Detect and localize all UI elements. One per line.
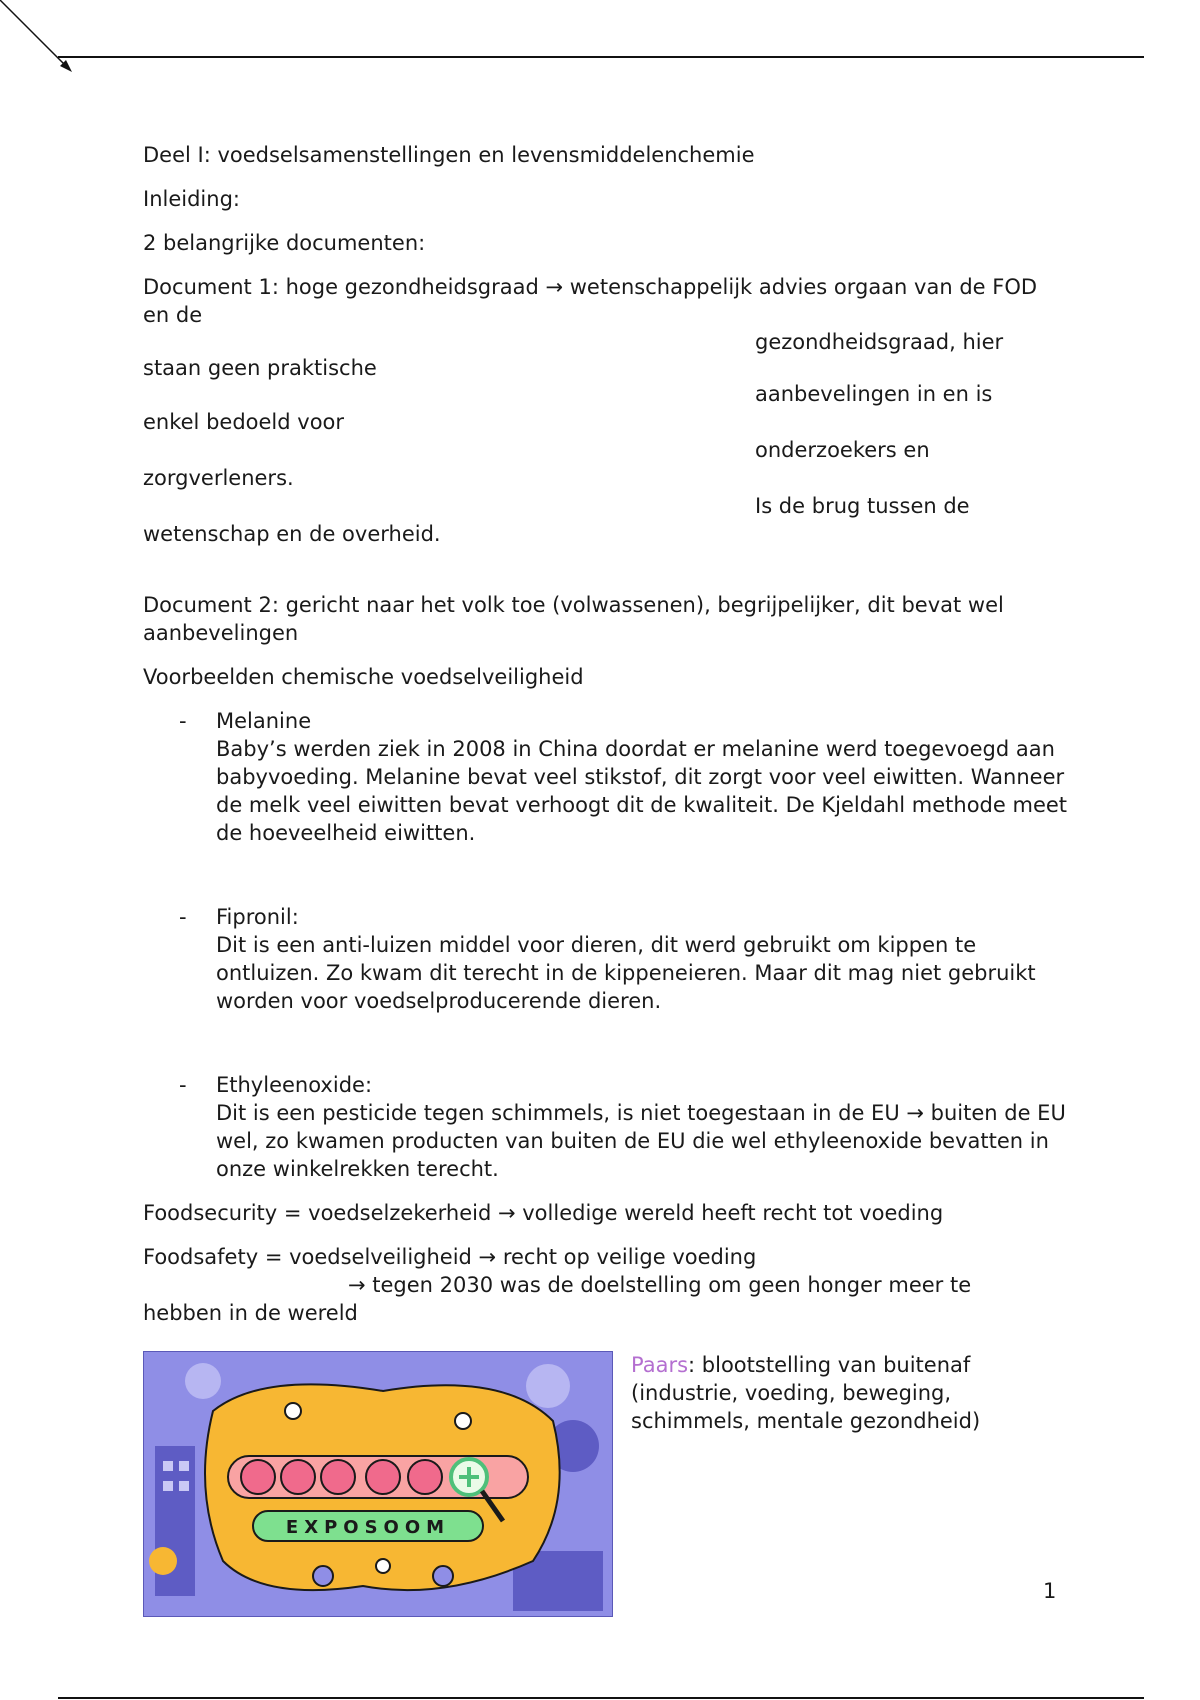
doc1-right-2: aanbevelingen in en is xyxy=(755,382,993,406)
list-item xyxy=(143,707,1068,847)
doc1-right-4: Is de brug tussen de xyxy=(755,494,970,518)
doc1-left-3: zorgverleners. xyxy=(143,466,294,490)
example-body: Dit is een pesticide tegen schimmels, is niet toegestaan in de EU → buiten de EU wel, zo kwamen producten van buiten de EU die wel ethyleenoxide bevatten in onze winkelrekken terecht. xyxy=(216,1101,1066,1181)
doc1-line: Document 1: hoge gezondheidsgraad → wetenschappelijk advies orgaan van de FOD en de xyxy=(143,275,1038,327)
bullet-dash: - xyxy=(179,1073,187,1097)
doc1-right-3: onderzoekers en xyxy=(755,438,930,462)
docs-heading: 2 belangrijke documenten: xyxy=(143,231,426,255)
bullet-dash: - xyxy=(179,905,187,929)
doc1-left-2: enkel bedoeld voor xyxy=(143,410,345,434)
page-title: Deel I: voedselsamenstellingen en levensmiddelenchemie xyxy=(143,143,755,167)
list-item xyxy=(143,903,1068,1015)
paars-description: : blootstelling van buitenaf (industrie, voeding, beweging, schimmels, mentale gezondheid) xyxy=(631,1353,981,1433)
foodsecurity-text: Foodsecurity = voedselzekerheid → volledige wereld heeft recht tot voeding xyxy=(143,1201,944,1225)
exposoom-label: EXPOSOOM xyxy=(285,1517,451,1538)
doc1-left-1: staan geen praktische xyxy=(143,356,377,380)
document-2-text: Document 2: gericht naar het volk toe (volwassenen), begrijpelijker, dit bevat wel aanbevelingen xyxy=(143,593,1004,645)
header-rule xyxy=(58,56,1144,58)
page-number: 1 xyxy=(1043,1579,1057,1603)
exposoom-illustration xyxy=(143,1351,613,1617)
doc1-left-4: wetenschap en de overheid. xyxy=(143,522,441,546)
foodsafety-continuation: → tegen 2030 was de doelstelling om geen honger meer te xyxy=(348,1273,972,1297)
exposoom-legend xyxy=(631,1351,1031,1435)
list-item xyxy=(143,1071,1068,1183)
example-title: Ethyleenoxide: xyxy=(216,1073,373,1097)
examples-heading: Voorbeelden chemische voedselveiligheid xyxy=(143,665,584,689)
document-1-block xyxy=(143,273,1068,549)
foodsafety-continuation-2: hebben in de wereld xyxy=(143,1301,358,1325)
examples-list xyxy=(143,707,1068,1183)
page-content xyxy=(143,141,1068,1621)
footer-rule xyxy=(58,1697,1144,1699)
corner-arrow-icon xyxy=(0,0,80,80)
doc1-right-1: gezondheidsgraad, hier xyxy=(755,330,1004,354)
paars-label: Paars xyxy=(631,1353,689,1377)
example-body: Baby’s werden ziek in 2008 in China doordat er melanine werd toegevoegd aan babyvoeding. Melanine bevat veel stikstof, dit zorgt voor veel eiwitten. Wanneer de melk veel eiwitten bevat verhoogt dit de kwaliteit. De Kjeldahl methode meet de hoeveelheid eiwitten. xyxy=(216,737,1068,845)
exposoom-section xyxy=(143,1351,1068,1621)
example-title: Melanine xyxy=(216,709,312,733)
foodsafety-text: Foodsafety = voedselveiligheid → recht op veilige voeding xyxy=(143,1245,757,1269)
example-title: Fipronil: xyxy=(216,905,299,929)
example-body: Dit is een anti-luizen middel voor dieren, dit werd gebruikt om kippen te ontluizen. Zo kwam dit terecht in de kippeneieren. Maar dit mag niet gebruikt worden voor voedselproducerende dieren. xyxy=(216,933,1036,1013)
intro-label: Inleiding: xyxy=(143,187,240,211)
bullet-dash: - xyxy=(179,709,187,733)
